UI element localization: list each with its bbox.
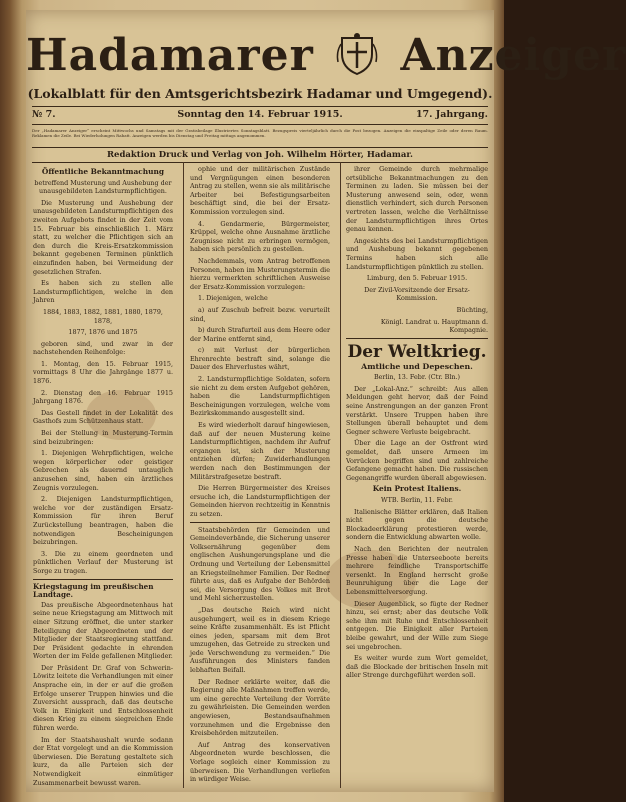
column-2 [190,165,330,785]
column-divider [340,162,341,788]
authority: Der Zivil-Vorsitzende der Ersatz-Kommission. [364,285,470,303]
paragraph: Das preußische Abgeordnetenhaus hat seine neue Kriegstagung am Mittwoch mit einer Sitzung eröffnet, die unter starker Beteiligung der Abgeordneten und der Mitglieder der Staatsregierung stattfand. Der Präsident gedachte in ehrenden Worten der im Felde gefallenen Mitglieder. [33,600,173,661]
paragraph: 3. Die zu einem geordneten und pünktlichen Verlauf der Musterung ist Sorge zu tragen. [33,549,173,575]
paragraph: Italienische Blätter erklären, daß Italien nicht gegen die deutsche Blockadeerklärung protestieren werde, sondern die Entwicklung abwarten wolle. [346,507,488,542]
divider [190,522,330,523]
paragraph: ophie und der militärischen Zustände und Vergnügungen einen besonderen Antrag zu stellen, wenn sie als militärische Arbeiter bei Befestigungsarbeiten beschäftigt sind, die bei der Ersatz-Kommission vorzulegen sind. [190,165,330,216]
subscription-fine-print: Der „Hadamarer Anzeiger“ erscheint Mittwochs und Samstags mit der Gratisbeilage Illustriertes Sonntagsblatt. Bezugspreis vierteljährlich durch die Post bezogen. Anzeigen die einspaltige Zeile oder deren Raum. Reklamen die Zeile. Bei Wiederholungen Rabatt. Anzeigen werden bis Dienstag und Freitag mittags angenommen. [32,128,488,138]
place-date: Limburg, den 5. Februar 1915. [366,274,468,283]
divider [32,162,488,163]
divider [32,106,488,107]
paragraph: Das Gestell findet in der Lokalität des Gasthofs zum Schützenhaus statt. [33,408,173,426]
paragraph: 2. Landsturmpflichtige Soldaten, sofern sie nicht zu dem ersten Aufgebot gehören, haben die Landsturmpflichtigen Bescheinigungen vorzulegen, welche vom Bezirkskommando ausgestellt sind. [190,375,330,418]
issue-date: Sonntag den 14. Februar 1915. [177,109,343,120]
paragraph: geboren sind, und zwar in der nachstehenden Reihenfolge: [33,339,173,357]
list-item: b) durch Strafurteil aus dem Heere oder der Marine entfernt sind, [190,326,330,343]
crest-icon [336,32,378,76]
divider [32,124,488,125]
paragraph: Nachdemmals, vom Antrag betroffenen Personen, haben im Musterungstermin die hierzu vermerkten schriftlichen Ausweise der Ersatz-Kommission vorzulegen: [190,256,330,291]
article-heading: Kriegstagung im preußischen Landtage. [33,581,154,600]
column-divider [183,162,184,788]
article-heading: Kein Protest Italiens. [372,484,462,494]
paragraph: ihrer Gemeinde durch mehrmalige ortsübliche Bekanntmachungen zu den Terminen zu laden. Sie müssen bei der Musterung anwesend sein, oder, wenn dienstlich verhindert, sich durch Personen vertreten lassen, welche die Verhältnisse der Landsturmpflichtigen ihres Ortes genau kennen. [346,165,488,234]
date-line: 1. Montag, den 15. Februar 1915, vormittags 8 Uhr die Jahrgänge 1877 u. 1876. [33,359,173,386]
signature-title: Königl. Landrat u. Hauptmann d. Kompagnie. [380,317,488,335]
signature-name: Büchting, [456,305,488,314]
section-subtitle: Amtliche und Depeschen. [361,361,473,371]
issue-year: 17. Jahrgang. [415,109,488,120]
column-1 [33,165,173,785]
masthead-title-left: Hadamarer [26,30,314,81]
masthead-title-right: Anzeiger [400,30,626,81]
masthead [26,30,626,82]
paragraph: Dieser Augenblick, so fügte der Redner hinzu, sei ernst; aber das deutsche Volk sehe ihm mit Ruhe und Entschlossenheit entgegen. Die Einigkeit aller Parteien bleibe gewahrt, und der Wille zum Siege sei ungebrochen. [346,599,488,651]
issue-number: № 7. [32,109,56,120]
paragraph: Der Redner erklärte weiter, daß die Regierung alle Maßnahmen treffen werde, um eine gerechte Verteilung der Vorräte zu gewährleisten. Die Gemeinden werden angewiesen, Bestandsaufnahmen vorzunehmen und die Ergebnisse den Kreisbehörden mitzuteilen. [190,677,330,738]
divider [346,338,488,339]
masthead-subtitle: (Lokalblatt für den Amtsgerichtsbezirk Hadamar und Umgegend). [27,86,493,101]
paragraph: Es haben sich zu stellen alle Landsturmpflichtigen, welche in den Jahren [33,279,173,305]
years-line: 1877, 1876 und 1875 [68,328,138,337]
list-item: c) mit Verlust der bürgerlichen Ehrenrechte bestraft sind, solange die Dauer des Ehrverlustes währt, [190,346,330,372]
paragraph: Angesichts des bei Landsturmpflichtigen und Aushebung bekannt gegebenen Termins haben sich alle Landsturmpflichtigen pünktlich zu stellen. [346,236,488,271]
imprint-line: Redaktion Druck und Verlag von Joh. Wilhelm Hörter, Hadamar. [106,150,414,160]
divider [33,579,173,580]
paragraph: Nach den Berichten der neutralen Presse haben die Unterseeboote bereits mehrere feindliche Transportschiffe versenkt. In England herrscht große Beunruhigung über die Lage der Lebensmittelversorgung. [346,544,488,596]
paragraph: Die Herren Bürgermeister des Kreises ersuche ich, die Landsturmpflichtigen der Gemeinden hiervon rechtzeitig in Kenntnis zu setzen. [190,484,330,518]
paragraph: Bei der Stellung in Musterung-Termin sind beizubringen: [33,429,173,446]
list-item: a) auf Zuschub befreit bezw. verurteilt sind, [190,305,330,323]
newspaper-page [26,10,626,792]
section-title: Der Weltkrieg. [347,341,487,362]
paragraph: Der Präsident Dr. Graf von Schwerin-Löwitz leitete die Verhandlungen mit einer Ansprache ein, in der er auf die großen Erfolge unserer Truppen hinwies und die Zuversicht aussprach, daß das deutsche Volk in Einigkeit und Entschlossenheit diesen Krieg zu einem siegreichen Ende führen werde. [33,663,173,733]
paragraph: Staatsbehörden für Gemeinden und Gemeindeverbände, die Sicherung unserer Volksernährung gegenüber dem englischen Aushungerungsplane und die Ordnung und Verteilung der Lebensmittel an Kriegsteilnehmer Familien. Der Redner führte aus, daß es Aufgabe der Behörden sei, die Versorgung des Volkes mit Brot und Mehl sicherzustellen. [190,525,330,603]
paragraph: Im der Staatshaushalt wurde sodann der Etat vorgelegt und an die Kommission überwiesen. Die Beratung gestaltete sich kurz, da alle Parteien sich der Notwendigkeit einmütiger Zusammenarbeit bewusst waren. [33,735,173,787]
paragraph: Es weiter wurde zum Wort gemeldet, daß die Blockade der britischen Inseln mit aller Strenge durchgeführt werden soll. [346,654,488,680]
paragraph: Es wird wiederholt darauf hingewiesen, daß auf der neuen Musterung keine Landsturmpflichtigen, nachdem ihr Aufruf ergangen ist, sich der Musterung entziehen dürfen; Zuwiderhandlungen werden nach den Bestimmungen der Militärstrafgesetze bestraft. [190,421,330,481]
dateline: WTB. Berlin, 11. Febr. [381,496,453,504]
paragraph: Die Musterung und Aushebung der unausgebildeten Landsturmpflichtigen des zweiten Aufgebots findet in der Zeit vom 15. Februar bis einschließlich 1. März statt, zu welcher die Pflichtigen sich an den durch die Kreis-Ersatzkommission bekannt gegebenen Terminen pünktlich einzufinden haben, bei Vermeidung der gesetzlichen Strafen. [33,198,173,276]
paragraph: Über die Lage an der Ostfront wird gemeldet, daß unsere Armeen im Vorrücken begriffen sind und zahlreiche Gefangene gemacht haben. Die russischen Gegenangriffe wurden überall abgewiesen. [346,439,488,482]
list-item: 1. Diejenigen, welche [198,294,268,303]
date-line: 2. Dienstag den 16. Februar 1915 Jahrgang 1876. [33,388,173,406]
paragraph: 1. Diejenigen Wehrpflichtigen, welche wegen körperlicher oder geistiger Gebrechen als dauernd untauglich anzusehen sind, haben ein ärztliches Zeugnis vorzulegen. [33,449,173,492]
paragraph: Auf Antrag des konservativen Abgeordneten wurde beschlossen, die Vorlage sogleich einer Kommission zu überweisen. Die Verhandlungen verliefen in würdiger Weise. [190,740,330,784]
article-heading: Öffentliche Bekanntmachung [41,167,165,176]
years-line: 1884, 1883, 1882, 1881, 1880, 1879, 1878, [43,307,163,325]
paragraph: „Das deutsche Reich wird nicht ausgehungert, weil es in diesem Kriege seine Kräfte zusammenhält. Es ist Pflicht eines jeden, sparsam mit dem Brot umzugehen, das Getreide zu strecken und jede Verschwendung zu vermeiden.“ Die Ausführungen des Ministers fanden lebhaften Beifall. [190,605,330,675]
issue-bar [32,109,488,123]
article-subheading: betreffend Musterung und Aushebung der unausgebildeten Landsturmpflichtigen. [34,178,172,196]
column-3 [346,165,488,785]
paragraph: 4. Gendarmerie, Bürgermeister, Krüppel, welche ohne Ausnahme ärztliche Zeugnisse nicht zu erbringen vermögen, haben sich persönlich zu gestellen. [190,219,330,254]
paragraph: 2. Diejenigen Landsturmpflichtigen, welche vor der zuständigen Ersatz-Kommission für ihren Beruf Zurückstellung beantragen, haben die notwendigen Bescheinigungen beizubringen. [33,495,173,547]
divider [32,147,488,148]
paragraph: Der „Lokal-Anz.“ schreibt: Aus allen Meldungen geht hervor, daß der Feind seine Anstrengungen an der ganzen Front verstärkt. Unsere Truppen haben ihre Stellungen überall behauptet und dem Gegner schwere Verluste beigebracht. [346,384,488,436]
dateline: Berlin, 13. Febr. (Ctr. Bln.) [373,373,461,382]
